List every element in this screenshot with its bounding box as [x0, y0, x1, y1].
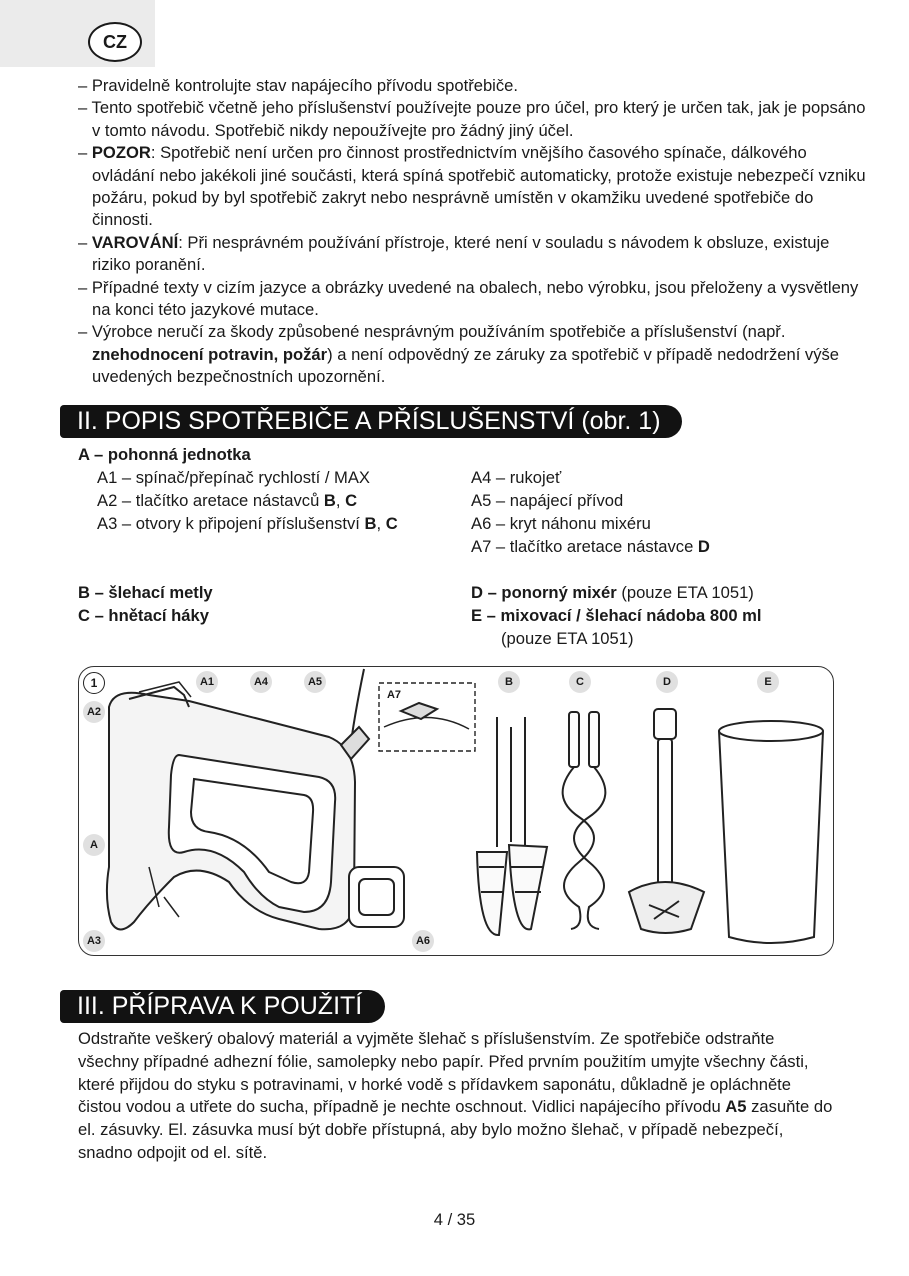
figure-number: 1: [83, 672, 105, 694]
callout-label: A2: [83, 701, 105, 723]
ref-letter: D: [697, 537, 710, 556]
accessory-item: E – mixovací / šlehací nádoba 800 ml: [471, 606, 762, 625]
separator: ,: [335, 491, 346, 510]
language-badge: CZ: [88, 22, 142, 62]
list-item: – Pravidelně kontrolujte stav napájecího přívodu spotřebiče.: [78, 76, 519, 95]
list-item: – VAROVÁNÍ: Při nesprávném používání přístroje, které není v souladu s návodem k obsluze, existuje riziko poranění.: [78, 232, 830, 275]
callout-label: A6: [412, 930, 434, 952]
part-item: A1 – spínač/přepínač rychlostí / MAX: [97, 468, 371, 487]
ref-label: A5: [725, 1097, 747, 1117]
paragraph-text: Odstraňte veškerý obalový materiál a vyjměte šlehač s příslušenstvím. Ze spotřebiče odstraňte všechny případné adhezní fólie, samolepky nebo papír. Před prvním použitím umyjte všechny části, které přijdou do styku s potravinami, v horké vodě s přídavkem saponátu, důkladně je opláchněte čistou vodou a utřete do sucha, případně je nechte oschnout. Vidlici napájecího přívodu: [78, 1029, 809, 1117]
product-figure: [78, 666, 834, 956]
ref-letter: B: [323, 491, 336, 510]
ref-letter: C: [385, 514, 398, 533]
list-item: – Případné texty v cizím jazyce a obrázky uvedené na obalech, nebo výrobku, jsou přeloženy a vysvětleny na konci této jazykové mutace.: [78, 277, 859, 320]
accessory-item: C – hnětací háky: [78, 606, 209, 625]
warning-label: VAROVÁNÍ: [91, 232, 179, 252]
accessory-item: B – šlehací metly: [78, 583, 213, 602]
accessory-item: [471, 582, 754, 605]
part-item: A4 – rukojeť: [471, 468, 562, 487]
accessory-note: (pouze ETA 1051): [501, 629, 634, 648]
preparation-paragraph: [78, 1028, 838, 1165]
part-item: A5 – napájecí přívod: [471, 491, 624, 510]
ref-letter: B: [364, 514, 377, 533]
list-item-text: : Při nesprávném používání přístroje, které není v souladu s návodem k obsluze, existuje riziko poranění.: [92, 232, 830, 275]
callout-label: D: [656, 671, 678, 693]
callout-label: A1: [196, 671, 218, 693]
callout-label: A4: [250, 671, 272, 693]
callout-label: E: [757, 671, 779, 693]
callout-label: A5: [304, 671, 326, 693]
callout-label: B: [498, 671, 520, 693]
paragraph-text: zasuňte do el. zásuvky. El. zásuvka musí být dobře přístupná, aby bylo možno šlehač, v případě nebezpečí, snadno odpojit od el. sítě.: [78, 1097, 833, 1162]
callout-label: C: [569, 671, 591, 693]
list-item-text: ) a není odpovědný ze záruky za spotřebič v případě nedodržení výše uvedených bezpečnostních upozornění.: [92, 344, 840, 387]
list-item: – POZOR: Spotřebič není určen pro činnost prostřednictvím vnějšího časového spínače, dálkového ovládání nebo jakékoli jiné součásti, která spíná spotřebič automaticky, protože existuje nebezpečí vzniku požáru, pokud by byl spotřebič zakryt nebo nesprávně umístěn v okamžiku uvedené spotřebiče do činnosti.: [78, 143, 866, 230]
accessory-note: (pouze ETA 1051): [616, 583, 754, 602]
section-heading: III. PŘÍPRAVA K POUŽITÍ: [60, 990, 385, 1023]
warning-label: POZOR: [91, 143, 151, 163]
ref-letter: C: [345, 491, 358, 510]
product-drawing: [79, 667, 835, 957]
emphasis: znehodnocení potravin, požár: [92, 344, 328, 364]
part-item: A6 – kryt náhonu mixéru: [471, 514, 651, 533]
section-heading: II. POPIS SPOTŘEBIČE A PŘÍSLUŠENSTVÍ (obr. 1): [60, 405, 682, 438]
accessory-name: D – ponorný mixér: [471, 583, 617, 602]
separator: ,: [376, 514, 386, 533]
list-item: [78, 321, 868, 388]
part-item: [471, 536, 710, 559]
part-group-heading: A – pohonná jednotka: [78, 445, 251, 464]
part-item: [97, 513, 398, 536]
list-item-text: : Spotřebič není určen pro činnost prostřednictvím vnějšího časového spínače, dálkového ovládání nebo jakékoli jiné součásti, která spíná spotřebič automaticky, protože existuje nebezpečí vzniku požáru, pokud by byl spotřebič zakryt nebo nesprávně umístěn v okamžiku uvedené spotřebiče do činnosti.: [92, 143, 866, 230]
part-item-text: A7 – tlačítko aretace nástavce: [471, 537, 698, 556]
list-item: – Tento spotřebič včetně jeho příslušenství používejte pouze pro účel, pro který je určen tak, jak je popsáno v tomto návodu. Spotřebič nikdy nepoužívejte pro žádný jiný účel.: [78, 98, 866, 140]
safety-list: [78, 75, 868, 389]
page-number: 4 / 35: [433, 1210, 476, 1229]
part-item-text: A2 – tlačítko aretace nástavců: [97, 491, 324, 510]
callout-label: A7: [386, 689, 402, 701]
list-item-text: – Výrobce neručí za škody způsobené nesprávným používáním spotřebiče a příslušenství (např.: [78, 322, 786, 342]
callout-label: A3: [83, 930, 105, 952]
part-item-text: A3 – otvory k připojení příslušenství: [97, 514, 365, 533]
part-item: [97, 490, 357, 513]
callout-label: A: [83, 834, 105, 856]
